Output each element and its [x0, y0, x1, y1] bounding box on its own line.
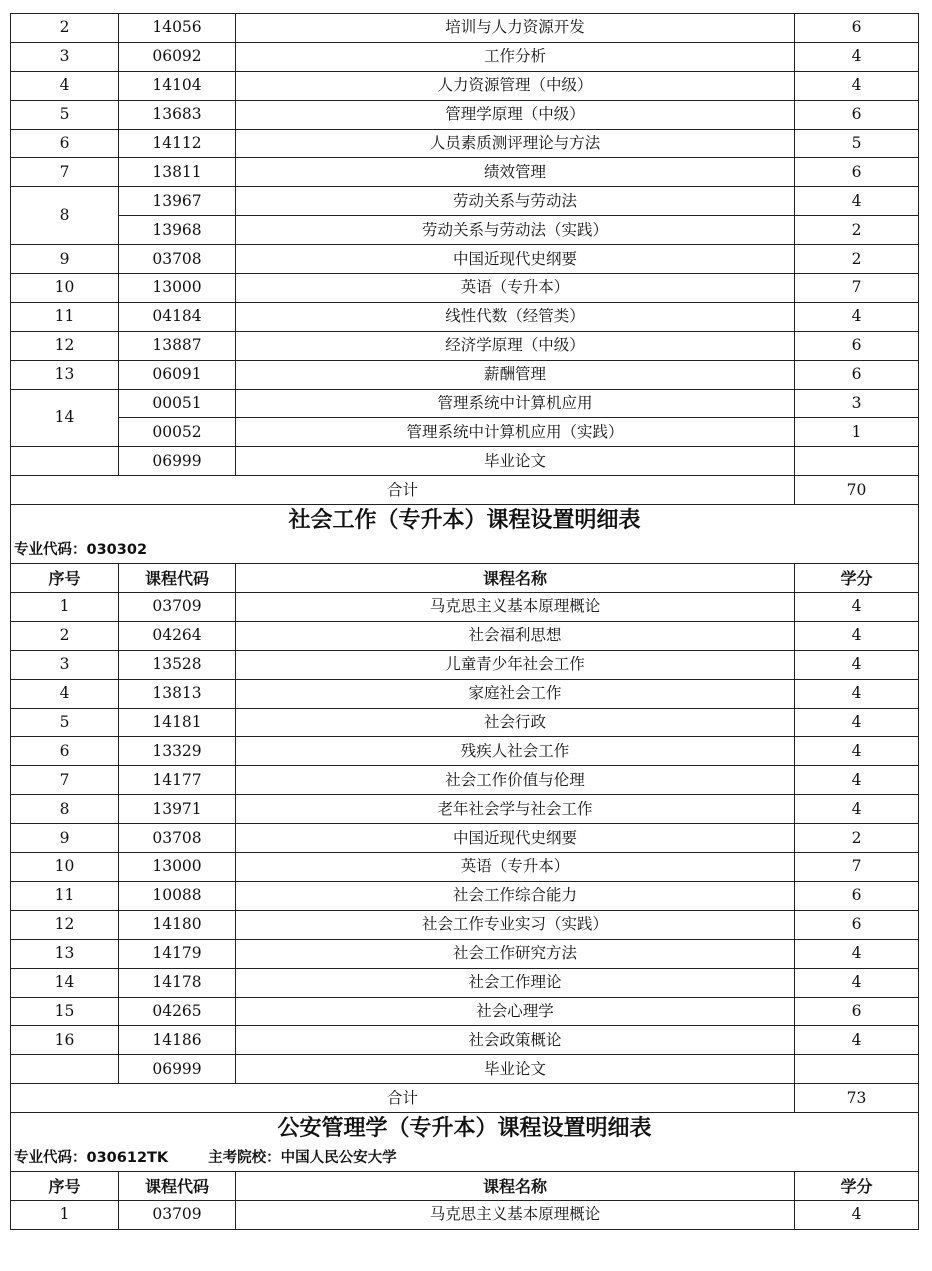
- row-no: 16: [11, 1026, 119, 1055]
- course-code: 06092: [119, 42, 236, 71]
- table-row: [11, 158, 919, 187]
- credit: 6: [795, 360, 919, 389]
- course-code: 13967: [119, 187, 236, 216]
- row-no: 14: [11, 968, 119, 997]
- table-row: [11, 331, 919, 360]
- credit: 4: [795, 1026, 919, 1055]
- course-name: 经济学原理（中级）: [236, 331, 795, 360]
- table-row: [11, 650, 919, 679]
- course-name: 社会福利思想: [236, 621, 795, 650]
- course-name: 英语（专升本）: [236, 853, 795, 882]
- table-row: [11, 129, 919, 158]
- row-no: 7: [11, 766, 119, 795]
- total-row: [11, 1084, 919, 1113]
- course-name: 社会工作专业实习（实践）: [236, 910, 795, 939]
- header-credit: 学分: [795, 1172, 919, 1201]
- exam-school: 主考院校：中国人民公安大学: [208, 1150, 397, 1167]
- row-no: [11, 1055, 119, 1084]
- course-name: 社会工作理论: [236, 968, 795, 997]
- row-no: 6: [11, 737, 119, 766]
- table-row: [11, 795, 919, 824]
- header-row: [11, 564, 919, 593]
- course-name: 老年社会学与社会工作: [236, 795, 795, 824]
- table-row: [11, 1055, 919, 1084]
- course-code: 13000: [119, 853, 236, 882]
- course-name: 社会政策概论: [236, 1026, 795, 1055]
- row-no: 4: [11, 71, 119, 100]
- credit: 6: [795, 331, 919, 360]
- course-code: 13683: [119, 100, 236, 129]
- credit: 4: [795, 42, 919, 71]
- course-name: 中国近现代史纲要: [236, 245, 795, 274]
- course-code: 00052: [119, 418, 236, 447]
- course-code: 03709: [119, 1200, 236, 1229]
- row-no: 2: [11, 621, 119, 650]
- table-row: [11, 447, 919, 476]
- course-name: 劳动关系与劳动法: [236, 187, 795, 216]
- table-row: [11, 853, 919, 882]
- course-name: 管理系统中计算机应用: [236, 389, 795, 418]
- course-code: 03708: [119, 824, 236, 853]
- row-no: 5: [11, 100, 119, 129]
- table-row: [11, 418, 919, 447]
- row-no: 8: [11, 795, 119, 824]
- course-code: 13968: [119, 216, 236, 245]
- credit: 4: [795, 766, 919, 795]
- credit: 4: [795, 679, 919, 708]
- table-row: [11, 216, 919, 245]
- row-no: 13: [11, 939, 119, 968]
- section-title-row: [11, 505, 919, 538]
- credit: 4: [795, 302, 919, 331]
- course-name: 劳动关系与劳动法（实践）: [236, 216, 795, 245]
- table-row: [11, 593, 919, 622]
- credit: 4: [795, 1200, 919, 1229]
- credit: [795, 447, 919, 476]
- section-title-row: [11, 1113, 919, 1146]
- header-code: 课程代码: [119, 564, 236, 593]
- course-code: 13329: [119, 737, 236, 766]
- row-no: 3: [11, 650, 119, 679]
- total-credit: 73: [795, 1084, 919, 1113]
- section-meta: [11, 1145, 919, 1172]
- course-table: [10, 13, 919, 1230]
- table-row: [11, 737, 919, 766]
- course-name: 管理系统中计算机应用（实践）: [236, 418, 795, 447]
- header-name: 课程名称: [236, 1172, 795, 1201]
- table-row: [11, 187, 919, 216]
- credit: 2: [795, 824, 919, 853]
- credit: [795, 1055, 919, 1084]
- credit: 6: [795, 158, 919, 187]
- course-code: 13971: [119, 795, 236, 824]
- credit: 6: [795, 997, 919, 1026]
- major-code: 专业代码：030302: [11, 537, 919, 564]
- credit: 2: [795, 216, 919, 245]
- table-row: [11, 881, 919, 910]
- table-row: [11, 100, 919, 129]
- row-no: 12: [11, 910, 119, 939]
- course-name: 英语（专升本）: [236, 274, 795, 303]
- course-code: 03708: [119, 245, 236, 274]
- course-schedule-document: [10, 13, 918, 1230]
- course-code: 13887: [119, 331, 236, 360]
- row-no: 4: [11, 679, 119, 708]
- course-code: 04184: [119, 302, 236, 331]
- course-name: 人力资源管理（中级）: [236, 71, 795, 100]
- row-no: 5: [11, 708, 119, 737]
- table-row: [11, 824, 919, 853]
- course-code: 06999: [119, 447, 236, 476]
- credit: 6: [795, 100, 919, 129]
- table-row: [11, 1200, 919, 1229]
- course-code: 14056: [119, 14, 236, 43]
- course-code: 03709: [119, 593, 236, 622]
- course-name: 薪酬管理: [236, 360, 795, 389]
- course-code: 06091: [119, 360, 236, 389]
- course-name: 社会行政: [236, 708, 795, 737]
- table-row: [11, 997, 919, 1026]
- table-row: [11, 708, 919, 737]
- row-no: 1: [11, 593, 119, 622]
- header-no: 序号: [11, 1172, 119, 1201]
- course-code: 13528: [119, 650, 236, 679]
- course-name: 培训与人力资源开发: [236, 14, 795, 43]
- course-name: 绩效管理: [236, 158, 795, 187]
- course-name: 毕业论文: [236, 1055, 795, 1084]
- row-no: 6: [11, 129, 119, 158]
- course-code: 00051: [119, 389, 236, 418]
- table-row: [11, 1026, 919, 1055]
- table-row: [11, 302, 919, 331]
- credit: 4: [795, 187, 919, 216]
- course-code: 14179: [119, 939, 236, 968]
- course-name: 社会工作综合能力: [236, 881, 795, 910]
- total-label: 合计: [11, 1084, 795, 1113]
- row-no: 1: [11, 1200, 119, 1229]
- row-no: 11: [11, 881, 119, 910]
- row-no: 14: [11, 389, 119, 447]
- course-code: 13811: [119, 158, 236, 187]
- credit: 4: [795, 650, 919, 679]
- course-name: 社会心理学: [236, 997, 795, 1026]
- credit: 5: [795, 129, 919, 158]
- major-code: 专业代码：030612TK: [14, 1150, 169, 1167]
- course-name: 儿童青少年社会工作: [236, 650, 795, 679]
- course-code: 10088: [119, 881, 236, 910]
- course-code: 06999: [119, 1055, 236, 1084]
- course-code: 14178: [119, 968, 236, 997]
- table-row: [11, 621, 919, 650]
- table-row: [11, 910, 919, 939]
- credit: 2: [795, 245, 919, 274]
- section-meta-row: [11, 1145, 919, 1172]
- total-label: 合计: [11, 476, 795, 505]
- row-no: 13: [11, 360, 119, 389]
- row-no: 8: [11, 187, 119, 245]
- row-no: [11, 447, 119, 476]
- course-name: 马克思主义基本原理概论: [236, 1200, 795, 1229]
- row-no: 3: [11, 42, 119, 71]
- course-name: 社会工作价值与伦理: [236, 766, 795, 795]
- credit: 4: [795, 708, 919, 737]
- course-name: 家庭社会工作: [236, 679, 795, 708]
- credit: 6: [795, 881, 919, 910]
- table-row: [11, 679, 919, 708]
- course-code: 14104: [119, 71, 236, 100]
- total-credit: 70: [795, 476, 919, 505]
- table-row: [11, 14, 919, 43]
- section-meta-row: [11, 537, 919, 564]
- course-name: 马克思主义基本原理概论: [236, 593, 795, 622]
- course-code: 14177: [119, 766, 236, 795]
- header-row: [11, 1172, 919, 1201]
- row-no: 10: [11, 274, 119, 303]
- credit: 3: [795, 389, 919, 418]
- credit: 7: [795, 853, 919, 882]
- total-row: [11, 476, 919, 505]
- header-credit: 学分: [795, 564, 919, 593]
- table-row: [11, 42, 919, 71]
- course-code: 04265: [119, 997, 236, 1026]
- course-code: 13000: [119, 274, 236, 303]
- credit: 4: [795, 71, 919, 100]
- header-code: 课程代码: [119, 1172, 236, 1201]
- table-row: [11, 360, 919, 389]
- row-no: 12: [11, 331, 119, 360]
- course-name: 中国近现代史纲要: [236, 824, 795, 853]
- table-row: [11, 274, 919, 303]
- course-name: 残疾人社会工作: [236, 737, 795, 766]
- credit: 1: [795, 418, 919, 447]
- row-no: 9: [11, 824, 119, 853]
- course-code: 04264: [119, 621, 236, 650]
- credit: 4: [795, 795, 919, 824]
- header-name: 课程名称: [236, 564, 795, 593]
- credit: 4: [795, 968, 919, 997]
- course-name: 工作分析: [236, 42, 795, 71]
- table-row: [11, 389, 919, 418]
- course-name: 人员素质测评理论与方法: [236, 129, 795, 158]
- course-name: 线性代数（经管类）: [236, 302, 795, 331]
- course-code: 13813: [119, 679, 236, 708]
- credit: 6: [795, 14, 919, 43]
- course-name: 社会工作研究方法: [236, 939, 795, 968]
- course-code: 14180: [119, 910, 236, 939]
- credit: 6: [795, 910, 919, 939]
- row-no: 9: [11, 245, 119, 274]
- table-row: [11, 968, 919, 997]
- credit: 4: [795, 939, 919, 968]
- row-no: 15: [11, 997, 119, 1026]
- table-row: [11, 939, 919, 968]
- credit: 4: [795, 737, 919, 766]
- credit: 7: [795, 274, 919, 303]
- section-title: 社会工作（专升本）课程设置明细表: [11, 505, 919, 538]
- section-title: 公安管理学（专升本）课程设置明细表: [11, 1113, 919, 1146]
- table-row: [11, 245, 919, 274]
- row-no: 7: [11, 158, 119, 187]
- course-name: 毕业论文: [236, 447, 795, 476]
- course-code: 14112: [119, 129, 236, 158]
- course-name: 管理学原理（中级）: [236, 100, 795, 129]
- row-no: 11: [11, 302, 119, 331]
- course-code: 14186: [119, 1026, 236, 1055]
- credit: 4: [795, 593, 919, 622]
- table-row: [11, 71, 919, 100]
- credit: 4: [795, 621, 919, 650]
- course-code: 14181: [119, 708, 236, 737]
- row-no: 2: [11, 14, 119, 43]
- row-no: 10: [11, 853, 119, 882]
- table-row: [11, 766, 919, 795]
- header-no: 序号: [11, 564, 119, 593]
